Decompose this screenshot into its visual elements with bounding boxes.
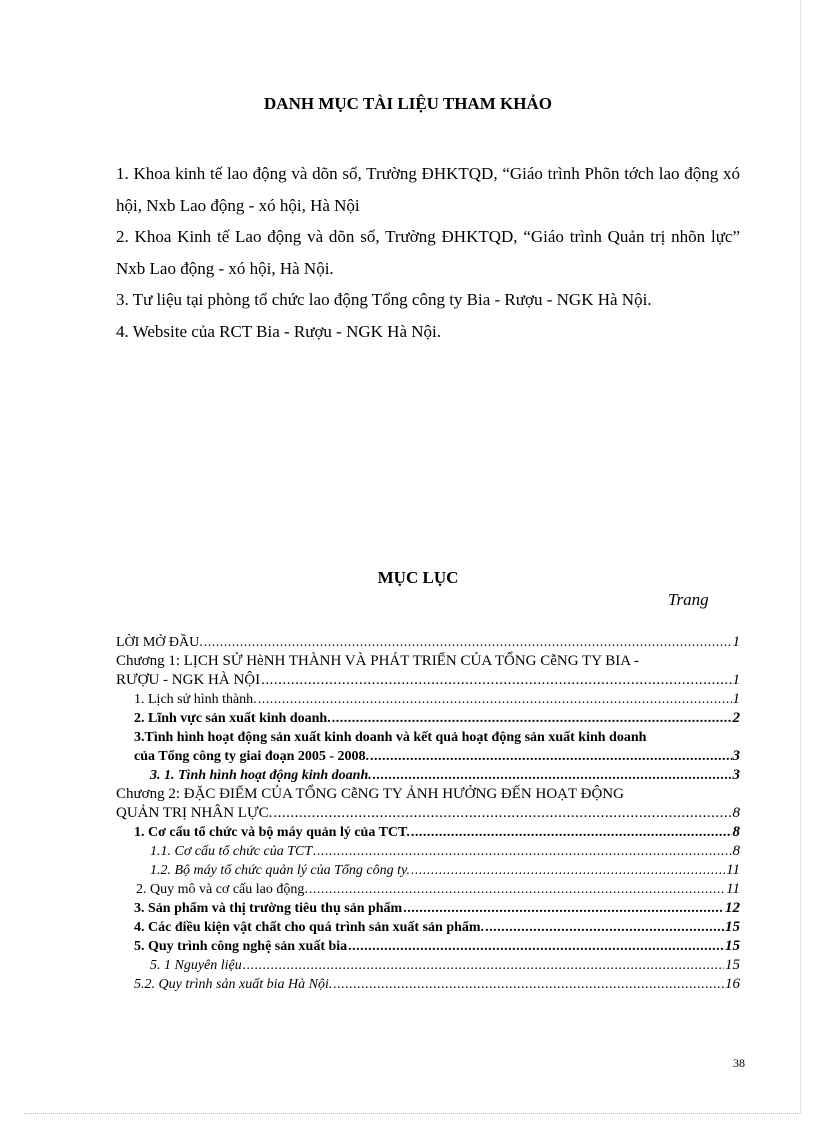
- toc-leader-dots: [411, 823, 732, 842]
- toc-entry-page: 12: [725, 900, 740, 916]
- toc-entry-1-1: [116, 690, 740, 709]
- toc-leader-dots: [261, 671, 731, 690]
- toc-entry-1-3-cont: [116, 747, 740, 766]
- table-of-contents: [116, 633, 740, 994]
- toc-entry-page: 11: [726, 881, 740, 897]
- toc-entry-chapter-2-cont: [116, 804, 740, 823]
- toc-entry-text: 1.2. Bộ máy tổ chức quản lý của Tổng công ty.: [150, 863, 410, 878]
- toc-page-column-label: Trang: [668, 590, 709, 609]
- toc-leader-dots: [333, 975, 724, 994]
- toc-entry-text: 3. 1. Tình hình hoạt động kinh doanh.: [150, 768, 372, 783]
- toc-leader-dots: [485, 918, 724, 937]
- toc-leader-dots: [370, 747, 731, 766]
- reference-item-3: 3. Tư liệu tại phòng tổ chức lao động Tổng công ty Bia - Rượu - NGK Hà Nội.: [116, 290, 652, 309]
- toc-entry-2-1-2: [116, 861, 740, 880]
- toc-entry-page: 1: [732, 672, 740, 688]
- toc-leader-dots: [243, 956, 724, 975]
- toc-title: MỤC LỤC: [377, 568, 459, 587]
- toc-leader-dots: [403, 899, 724, 918]
- toc-entry-page: 3: [732, 767, 740, 783]
- toc-entry-2-2: [116, 880, 740, 899]
- reference-item-2: 2. Khoa Kinh tế Lao động và dõn số, Trường ĐHKTQD, “Giáo trình Quản trị nhõn lực” Nxb Lao động - xó hội, Hà Nội.: [116, 227, 740, 278]
- toc-entry-page: 1: [732, 634, 740, 650]
- toc-entry-text: 1. Cơ cấu tổ chức và bộ máy quản lý của TCT.: [134, 825, 410, 840]
- toc-entry-page: 11: [726, 862, 740, 878]
- toc-leader-dots: [411, 861, 725, 880]
- reference-item-1: 1. Khoa kinh tế lao động và dõn số, Trường ĐHKTQD, “Giáo trình Phõn tớch lao động xó hội, Nxb Lao động - xó hội, Hà Nội: [116, 164, 740, 215]
- toc-entry-page: 16: [725, 976, 740, 992]
- toc-entry-text: LỜI MỞ ĐẦU.: [116, 635, 203, 650]
- references-list: [116, 158, 740, 347]
- toc-entry-2-3: [116, 899, 740, 918]
- toc-entry-text: 2. Quy mô và cơ cấu lao động.: [136, 882, 308, 897]
- toc-entry-page: 15: [725, 919, 740, 935]
- toc-entry-2-5-1: [116, 956, 740, 975]
- toc-entry-1-2: [116, 709, 740, 728]
- toc-entry-page: 2: [732, 710, 740, 726]
- toc-leader-dots: [309, 880, 725, 899]
- toc-entry-text: QUẢN TRỊ NHÂN LỰC.: [116, 805, 273, 821]
- toc-leader-dots: [204, 633, 732, 652]
- reference-item-4: 4. Website của RCT Bia - Rượu - NGK Hà Nội.: [116, 321, 442, 341]
- toc-entry-text: 1.1. Cơ cấu tổ chức của TCT: [150, 844, 313, 859]
- toc-entry-page: 15: [725, 957, 740, 973]
- toc-entry-page: 1: [732, 691, 740, 707]
- toc-leader-dots: [348, 937, 724, 956]
- toc-entry-chapter-1-cont: [116, 671, 740, 690]
- toc-entry-page: 3: [732, 748, 740, 764]
- toc-leader-dots: [332, 709, 732, 728]
- toc-entry-loi-mo-dau: [116, 633, 740, 652]
- toc-leader-dots: [273, 804, 731, 823]
- page-border-bottom: [24, 1113, 800, 1114]
- toc-entry-text: của Tổng công ty giai đoạn 2005 - 2008.: [134, 749, 370, 764]
- toc-entry-chapter-1: Chương 1: LỊCH SỬ HèNH THÀNH VÀ PHÁT TRIỂN CỦA TỔNG CễNG TY BIA -: [116, 653, 639, 669]
- toc-entry-2-5: [116, 937, 740, 956]
- toc-entry-text: 2. Lĩnh vực sản xuất kinh doanh.: [134, 711, 331, 726]
- page-border-right: [800, 0, 801, 1113]
- toc-entry-text: 3. Sản phẩm và thị trường tiêu thụ sản phẩm: [134, 901, 403, 916]
- page-number: 38: [733, 1056, 745, 1070]
- toc-entry-text: 5. Quy trình công nghệ sản xuất bia: [134, 939, 348, 954]
- toc-entry-2-5-2: [116, 975, 740, 994]
- toc-entry-text: RƯỢU - NGK HÀ NỘI: [116, 672, 261, 688]
- toc-entry-page: 15: [725, 938, 740, 954]
- toc-entry-chapter-2: Chương 2: ĐẶC ĐIỂM CỦA TỔNG CễNG TY ẢNH HƯỞNG ĐẾN HOẠT ĐỘNG: [116, 786, 624, 802]
- toc-entry-2-1-1: [116, 842, 740, 861]
- references-title: DANH MỤC TÀI LIỆU THAM KHẢO: [264, 94, 552, 113]
- toc-leader-dots: [373, 766, 732, 785]
- toc-entry-page: 8: [732, 805, 740, 821]
- toc-entry-text: 5. 1 Nguyên liệu: [150, 958, 242, 973]
- toc-entry-2-4: [116, 918, 740, 937]
- toc-entry-text: 5.2. Quy trình sản xuất bia Hà Nội.: [134, 977, 333, 992]
- toc-entry-text: 1. Lịch sử hình thành.: [134, 692, 257, 707]
- toc-entry-text: 4. Các điều kiện vật chất cho quá trình sản xuất sản phẩm.: [134, 920, 485, 935]
- toc-entry-page: 8: [732, 843, 740, 859]
- toc-entry-1-3-1: [116, 766, 740, 785]
- toc-entry-1-3: 3.Tình hình hoạt động sản xuất kinh doanh và kết quả hoạt động sản xuất kinh doanh: [134, 730, 647, 745]
- toc-leader-dots: [313, 842, 731, 861]
- toc-entry-2-1: [116, 823, 740, 842]
- toc-entry-page: 8: [732, 824, 740, 840]
- toc-leader-dots: [258, 690, 732, 709]
